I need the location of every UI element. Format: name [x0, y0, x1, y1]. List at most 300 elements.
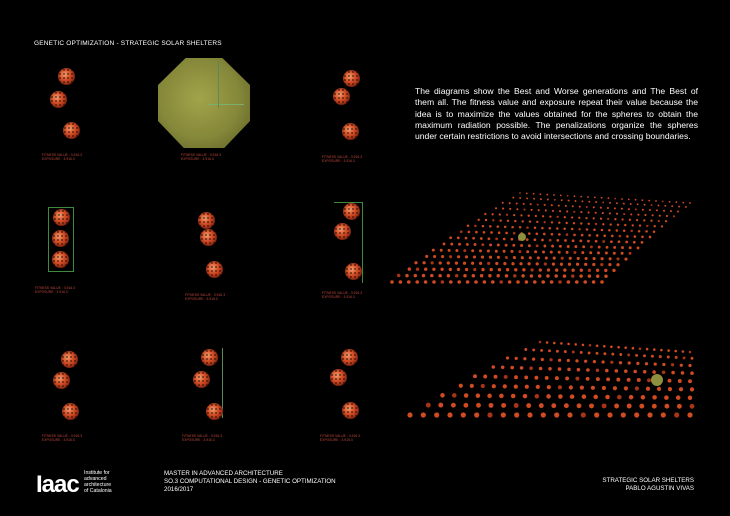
- field-sphere: [629, 219, 631, 221]
- field-sphere: [565, 205, 567, 207]
- author-name: PABLO AGUSTIN VIVAS: [625, 485, 694, 492]
- field-sphere: [463, 403, 468, 408]
- field-sphere: [641, 241, 644, 244]
- field-sphere: [492, 219, 494, 221]
- field-sphere: [671, 363, 674, 366]
- field-sphere: [541, 280, 545, 284]
- field-sphere: [627, 378, 631, 382]
- field-sphere: [579, 240, 582, 243]
- field-sphere: [509, 208, 511, 210]
- field-sphere: [519, 192, 521, 194]
- field-sphere: [596, 234, 599, 237]
- field-sphere: [532, 348, 535, 351]
- field-sphere: [690, 387, 694, 391]
- field-sphere: [593, 206, 595, 208]
- field-sphere: [603, 345, 606, 348]
- field-sphere: [543, 245, 546, 248]
- field-sphere: [467, 224, 470, 227]
- field-sphere: [495, 238, 498, 241]
- sphere: [52, 251, 69, 268]
- field-sphere: [438, 403, 443, 408]
- field-sphere: [583, 280, 587, 284]
- field-sphere: [618, 240, 621, 243]
- field-sphere: [573, 211, 575, 213]
- field-sphere: [621, 218, 623, 220]
- field-sphere: [670, 210, 672, 212]
- field-sphere: [577, 368, 581, 372]
- field-sphere: [578, 228, 581, 231]
- field-sphere: [610, 223, 612, 225]
- axis-line: [218, 62, 219, 108]
- field-sphere: [594, 197, 596, 199]
- field-sphere: [556, 216, 558, 218]
- field-sphere: [490, 231, 493, 234]
- field-sphere: [602, 202, 604, 204]
- field-sphere: [569, 257, 572, 260]
- field-sphere: [574, 245, 577, 248]
- field-sphere: [652, 404, 657, 409]
- sphere: [61, 351, 78, 368]
- field-sphere: [567, 343, 570, 346]
- field-sphere: [681, 371, 685, 375]
- field-sphere: [628, 361, 631, 364]
- field-sphere: [571, 216, 573, 218]
- field-sphere: [664, 404, 669, 409]
- field-sphere: [567, 368, 571, 372]
- field-sphere: [520, 366, 524, 370]
- field-sphere: [624, 346, 627, 349]
- field-sphere: [528, 244, 531, 247]
- field-sphere: [605, 395, 610, 400]
- field-sphere: [509, 202, 511, 204]
- field-sphere: [643, 370, 647, 374]
- sphere: [342, 123, 359, 140]
- field-sphere: [501, 412, 506, 417]
- field-sphere: [528, 215, 530, 217]
- field-sphere: [551, 204, 553, 206]
- field-sphere: [603, 352, 606, 355]
- field-sphere: [635, 208, 637, 210]
- field-sphere: [668, 387, 672, 391]
- field-sphere: [546, 394, 551, 399]
- field-sphere: [553, 257, 556, 260]
- field-sphere: [487, 412, 492, 417]
- field-sphere: [634, 412, 639, 417]
- field-sphere: [431, 261, 434, 264]
- field-sphere: [489, 243, 492, 246]
- field-sphere: [602, 240, 605, 243]
- field-sphere: [588, 201, 590, 203]
- field-sphere: [464, 393, 469, 398]
- field-sphere: [476, 393, 481, 398]
- field-sphere: [474, 225, 477, 228]
- field-sphere: [593, 217, 595, 219]
- field-sphere: [498, 268, 501, 271]
- field-sphere: [551, 221, 553, 223]
- sphere: [333, 88, 350, 105]
- field-sphere: [432, 249, 435, 252]
- project-title: STRATEGIC SOLAR SHELTERS: [602, 477, 694, 484]
- field-sphere: [616, 229, 619, 232]
- field-sphere: [466, 280, 470, 284]
- field-sphere: [671, 371, 675, 375]
- field-sphere: [593, 395, 598, 400]
- field-sphere: [677, 404, 682, 409]
- field-sphere: [408, 267, 411, 270]
- field-sphere: [589, 403, 594, 408]
- field-sphere: [527, 262, 530, 265]
- field-sphere: [573, 234, 576, 237]
- field-sphere: [570, 394, 575, 399]
- field-sphere: [595, 201, 597, 203]
- field-sphere: [449, 255, 452, 258]
- field-sphere: [609, 212, 611, 214]
- field-sphere: [526, 193, 528, 195]
- field-sphere: [639, 347, 642, 350]
- field-sphere: [629, 252, 632, 255]
- field-sphere: [660, 349, 663, 352]
- field-sphere: [637, 246, 640, 249]
- field-sphere: [443, 242, 446, 245]
- field-sphere: [526, 226, 529, 229]
- field-sphere: [601, 229, 604, 232]
- field-sphere: [520, 244, 523, 247]
- field-sphere: [407, 412, 412, 417]
- field-sphere: [667, 356, 670, 359]
- field-sphere: [618, 235, 621, 238]
- field-sphere: [644, 214, 646, 216]
- field-sphere: [538, 274, 541, 277]
- field-sphere: [558, 367, 562, 371]
- field-sphere: [605, 369, 609, 373]
- sphere: [198, 212, 215, 229]
- sphere: [193, 371, 210, 388]
- description-text: The diagrams show the Best and Worse generations and The Best of them all. The fitness value and exposure repeat their value because the idea is to maximize the values obtained for the spheres to obtain the maximum radiation possible. The penalizations organize the spheres under certain restrictions to avoid intersections and crossing boundaries.: [415, 86, 698, 142]
- field-sphere: [604, 274, 607, 277]
- field-sphere: [526, 250, 529, 253]
- field-sphere: [473, 255, 476, 258]
- field-sphere: [556, 227, 559, 230]
- field-sphere: [503, 384, 507, 388]
- field-sphere: [568, 200, 570, 202]
- field-sphere: [488, 237, 491, 240]
- field-sphere: [473, 268, 476, 271]
- field-sphere: [523, 203, 525, 205]
- field-sphere: [544, 204, 546, 206]
- field-sphere: [637, 378, 641, 382]
- field-sphere: [553, 342, 556, 345]
- field-sphere: [635, 199, 637, 201]
- field-sphere: [541, 358, 544, 361]
- field-sphere: [535, 394, 540, 399]
- field-sphere: [500, 219, 502, 221]
- field-sphere: [481, 384, 485, 388]
- field-sphere: [490, 268, 493, 271]
- field-sphere: [671, 205, 673, 207]
- field-sphere: [539, 367, 543, 371]
- field-sphere: [461, 412, 466, 417]
- field-sphere: [690, 371, 694, 375]
- field-sphere: [652, 395, 657, 400]
- field-sphere: [602, 403, 607, 408]
- field-sphere: [569, 385, 573, 389]
- field-sphere: [642, 209, 644, 211]
- field-sphere: [552, 210, 554, 212]
- field-sphere: [582, 245, 585, 248]
- field-sphere: [514, 412, 519, 417]
- field-sphere: [479, 262, 482, 265]
- field-sphere: [616, 263, 619, 266]
- exposure-label: EXPOSURE : 3.916.3: [42, 438, 75, 443]
- field-sphere: [590, 245, 593, 248]
- field-sphere: [628, 208, 630, 210]
- fitness-label: FITNESS VALUE : 3.916.3: [322, 291, 363, 295]
- field-sphere: [621, 246, 624, 249]
- field-sphere: [593, 257, 596, 260]
- field-sphere: [554, 274, 557, 277]
- field-sphere: [567, 412, 572, 417]
- field-sphere: [652, 214, 654, 216]
- field-sphere: [585, 257, 588, 260]
- field-sphere: [592, 280, 596, 284]
- field-sphere: [505, 256, 508, 259]
- field-sphere: [584, 360, 587, 363]
- field-sphere: [630, 213, 632, 215]
- field-sphere: [558, 251, 561, 254]
- field-sphere: [549, 227, 552, 230]
- exposure-label: EXPOSURE : 3.916.3: [181, 157, 214, 162]
- sphere: [334, 223, 351, 240]
- field-sphere: [606, 246, 609, 249]
- sphere: [62, 403, 79, 420]
- field-sphere: [657, 387, 661, 391]
- field-sphere: [513, 232, 516, 235]
- field-sphere: [624, 369, 628, 373]
- field-sphere: [641, 235, 644, 238]
- field-sphere: [655, 200, 657, 202]
- field-sphere: [424, 280, 428, 284]
- field-sphere: [455, 249, 458, 252]
- field-sphere: [616, 213, 618, 215]
- field-sphere: [513, 274, 516, 277]
- field-sphere: [553, 194, 555, 196]
- field-sphere: [623, 229, 626, 232]
- field-sphere: [521, 274, 524, 277]
- field-sphere: [487, 250, 490, 253]
- field-sphere: [567, 359, 570, 362]
- field-sphere: [523, 357, 526, 360]
- field-sphere: [588, 223, 590, 225]
- field-sphere: [611, 353, 614, 356]
- field-sphere: [653, 348, 656, 351]
- field-sphere: [530, 268, 533, 271]
- field-sphere: [558, 205, 560, 207]
- field-sphere: [630, 230, 633, 233]
- field-sphere: [610, 361, 613, 364]
- field-sphere: [525, 280, 529, 284]
- field-sphere: [554, 199, 556, 201]
- field-sphere: [470, 384, 474, 388]
- field-sphere: [572, 351, 575, 354]
- field-sphere: [567, 195, 569, 197]
- field-sphere: [424, 268, 427, 271]
- field-sphere: [561, 257, 564, 260]
- field-sphere: [600, 218, 602, 220]
- field-sphere: [515, 357, 518, 360]
- field-sphere: [546, 341, 549, 344]
- field-sphere: [513, 214, 515, 216]
- field-sphere: [685, 206, 687, 208]
- field-sphere: [558, 385, 562, 389]
- field-sphere: [447, 261, 450, 264]
- field-sphere: [506, 214, 508, 216]
- field-sphere: [579, 274, 582, 277]
- field-sphere: [526, 403, 531, 408]
- field-sphere: [607, 207, 609, 209]
- field-sphere: [559, 210, 561, 212]
- field-sphere: [593, 360, 596, 363]
- field-sphere: [621, 412, 626, 417]
- field-sphere: [474, 243, 477, 246]
- field-sphere: [488, 274, 491, 277]
- field-sphere: [647, 412, 652, 417]
- field-sphere: [636, 362, 639, 365]
- field-sphere: [596, 269, 599, 272]
- field-sphere: [541, 227, 544, 230]
- sphere: [53, 372, 70, 389]
- field-sphere: [614, 218, 616, 220]
- field-sphere: [624, 258, 627, 261]
- field-sphere: [519, 262, 522, 265]
- field-sphere: [689, 351, 692, 354]
- field-sphere: [534, 227, 537, 230]
- field-sphere: [540, 193, 542, 195]
- sphere: [343, 70, 360, 87]
- exposure-label: EXPOSURE : 3.916.3: [182, 438, 215, 443]
- field-sphere: [514, 403, 519, 408]
- field-sphere: [495, 207, 497, 209]
- field-sphere: [574, 195, 576, 197]
- field-sphere: [549, 358, 552, 361]
- field-sphere: [642, 199, 644, 201]
- sphere: [200, 229, 217, 246]
- field-sphere: [524, 375, 528, 379]
- field-sphere: [544, 262, 547, 265]
- field-sphere: [491, 213, 493, 215]
- field-sphere: [504, 226, 507, 229]
- field-sphere: [651, 355, 654, 358]
- field-sphere: [397, 274, 400, 277]
- field-sphere: [621, 252, 624, 255]
- field-sphere: [529, 220, 531, 222]
- field-sphere: [545, 209, 547, 211]
- field-sphere: [539, 341, 542, 344]
- field-sphere: [621, 198, 623, 200]
- field-sphere: [450, 243, 453, 246]
- field-sphere: [664, 205, 666, 207]
- fitness-label: FITNESS VALUE : 3.916.3: [42, 434, 83, 438]
- field-sphere: [580, 222, 582, 224]
- field-sphere: [534, 376, 538, 380]
- field-sphere: [628, 199, 630, 201]
- exposure-label: EXPOSURE : 3.916.3: [322, 295, 355, 300]
- field-sphere: [625, 241, 628, 244]
- field-sphere: [563, 274, 566, 277]
- field-sphere: [566, 233, 569, 236]
- field-sphere: [572, 239, 575, 242]
- field-sphere: [533, 280, 537, 284]
- field-sphere: [581, 251, 584, 254]
- field-sphere: [482, 225, 485, 228]
- field-sphere: [624, 386, 628, 390]
- field-sphere: [540, 349, 543, 352]
- field-sphere: [645, 362, 648, 365]
- field-sphere: [511, 238, 514, 241]
- field-sphere: [676, 201, 678, 203]
- field-sphere: [653, 230, 656, 233]
- field-sphere: [545, 256, 548, 259]
- field-sphere: [669, 201, 671, 203]
- field-sphere: [481, 256, 484, 259]
- fitness-label: FITNESS VALUE : 3.916.3: [181, 153, 222, 157]
- field-sphere: [497, 225, 500, 228]
- exposure-label: EXPOSURE : 3.916.3: [185, 297, 218, 302]
- field-sphere: [555, 376, 559, 380]
- field-sphere: [663, 210, 665, 212]
- fitness-label: FITNESS VALUE : 3.916.3: [185, 293, 226, 297]
- field-sphere: [480, 274, 483, 277]
- field-sphere: [602, 212, 604, 214]
- field-sphere: [673, 215, 675, 217]
- field-sphere: [577, 403, 582, 408]
- page-title: GENETIC OPTIMIZATION - STRATEGIC SOLAR SHELTERS: [34, 40, 222, 47]
- field-sphere: [440, 268, 443, 271]
- field-sphere: [546, 274, 549, 277]
- field-sphere: [432, 280, 436, 284]
- field-sphere: [677, 210, 679, 212]
- field-sphere: [633, 370, 637, 374]
- field-sphere: [581, 412, 586, 417]
- field-sphere: [632, 347, 635, 350]
- field-sphere: [629, 246, 632, 249]
- field-sphere: [623, 203, 625, 205]
- field-sphere: [558, 280, 562, 284]
- field-sphere: [463, 262, 466, 265]
- field-sphere: [425, 255, 428, 258]
- field-sphere: [547, 385, 551, 389]
- fitness-label: FITNESS VALUE : 3.916.3: [322, 155, 363, 159]
- field-sphere: [646, 348, 649, 351]
- field-sphere: [537, 256, 540, 259]
- field-sphere: [675, 356, 678, 359]
- field-sphere: [691, 357, 694, 360]
- field-sphere: [455, 274, 458, 277]
- field-sphere: [588, 234, 591, 237]
- field-sphere: [460, 230, 463, 233]
- field-sphere: [616, 257, 619, 260]
- field-sphere: [530, 203, 532, 205]
- field-sphere: [522, 268, 525, 271]
- field-sphere: [582, 344, 585, 347]
- field-sphere: [463, 249, 466, 252]
- field-sphere: [665, 220, 667, 222]
- field-sphere: [604, 269, 607, 272]
- field-sphere: [614, 198, 616, 200]
- field-sphere: [541, 239, 544, 242]
- field-sphere: [514, 384, 518, 388]
- field-sphere: [422, 274, 425, 277]
- field-sphere: [586, 228, 589, 231]
